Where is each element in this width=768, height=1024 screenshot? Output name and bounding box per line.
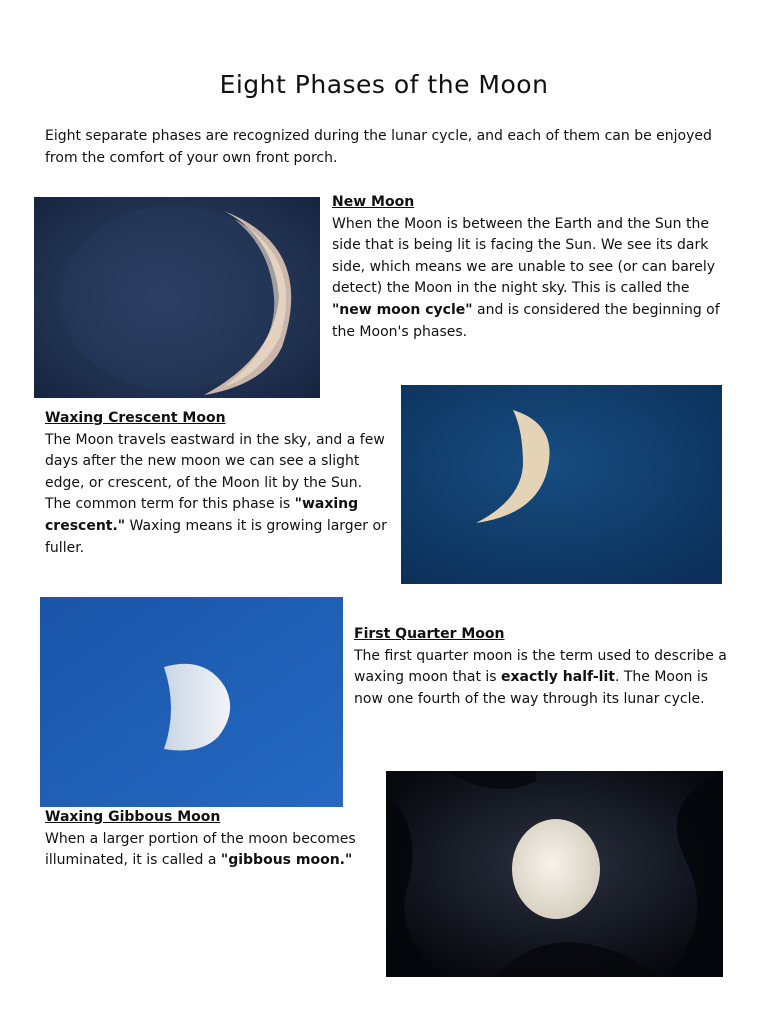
first-quarter-bold-term: exactly half-lit bbox=[501, 669, 615, 686]
waxing-crescent-heading: Waxing Crescent Moon bbox=[45, 410, 226, 426]
intro-paragraph: Eight separate phases are recognized during the lunar cycle, and each of them can be enjoyed from the comfort of your own front porch. bbox=[45, 128, 712, 166]
new-moon-heading: New Moon bbox=[332, 194, 415, 210]
page-title: Eight Phases of the Moon bbox=[219, 70, 549, 99]
new-moon-section bbox=[332, 192, 732, 343]
first-quarter-body-end: . The Moon is now one fourth of the way through its lunar cycle. bbox=[354, 669, 709, 707]
new-moon-body-end: and is considered the beginning of the Moon's phases. bbox=[332, 301, 720, 340]
waxing-crescent-section bbox=[45, 408, 390, 559]
waxing-gibbous-photo bbox=[386, 771, 723, 977]
waxing-crescent-body: The Moon travels eastward in the sky, and a few days after the new moon we can see a slight edge, or crescent, of the Moon lit by the Sun. The common term for this phase is bbox=[45, 431, 385, 513]
waxing-gibbous-bold-term: "gibbous moon." bbox=[220, 852, 353, 869]
waxing-gibbous-section bbox=[45, 807, 375, 872]
waxing-gibbous-heading: Waxing Gibbous Moon bbox=[45, 809, 221, 825]
first-quarter-photo bbox=[40, 597, 343, 807]
waxing-crescent-photo bbox=[401, 385, 722, 584]
new-moon-body: When the Moon is between the Earth and the Sun the side that is being lit is facing the Sun. We see its dark side, which means we are unable to see (or can barely detect) the Moon in the night sky. This is called the bbox=[332, 215, 716, 297]
waxing-gibbous-body: When a larger portion of the moon becomes illuminated, it is called a bbox=[45, 830, 356, 869]
first-quarter-body: The first quarter moon is the term used to describe a waxing moon that is bbox=[354, 647, 727, 686]
first-quarter-section bbox=[354, 624, 734, 710]
new-moon-bold-term: "new moon cycle" bbox=[332, 301, 473, 318]
waxing-crescent-bold-term: "waxing crescent." bbox=[45, 496, 359, 534]
new-moon-photo bbox=[34, 197, 320, 398]
first-quarter-heading: First Quarter Moon bbox=[354, 626, 505, 642]
waxing-crescent-body-end: Waxing means it is growing larger or fuller. bbox=[45, 517, 387, 556]
